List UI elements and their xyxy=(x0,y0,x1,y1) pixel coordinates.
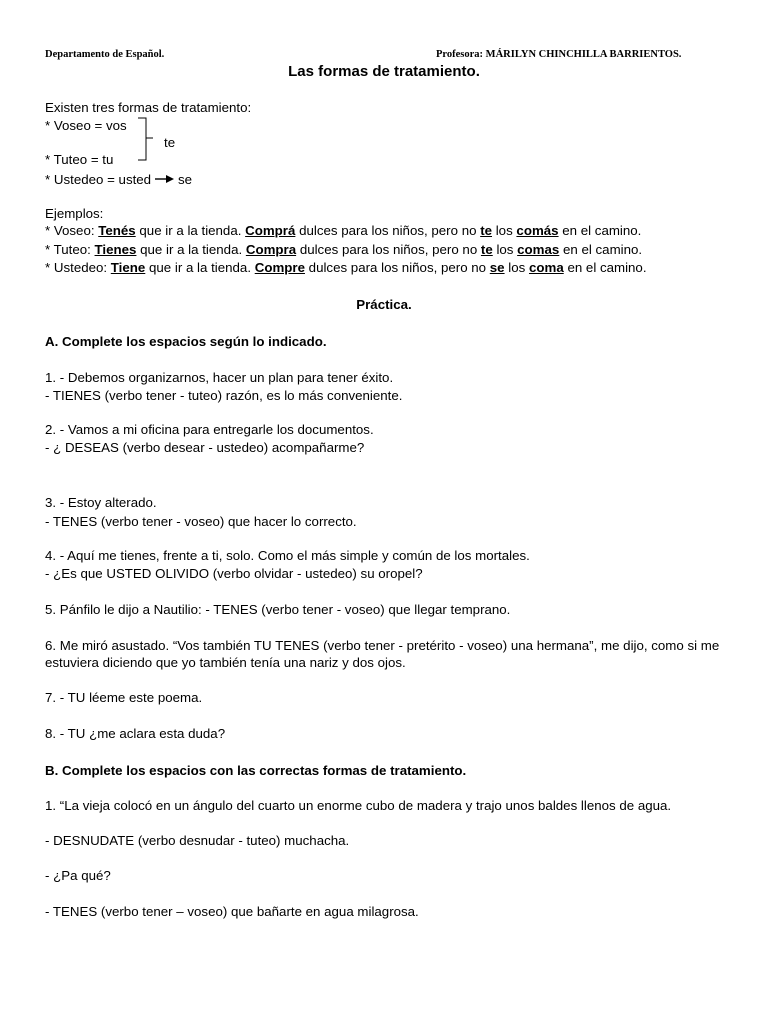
example-word: te xyxy=(480,223,493,238)
section-a-line: - TENES (verbo tener - voseo) que hacer lo correcto. xyxy=(45,514,357,529)
section-b-line: - DESNUDATE (verbo desnudar - tuteo) muchacha. xyxy=(45,833,350,848)
section-b-line: 1. “La vieja colocó en un ángulo del cuarto un enorme cubo de madera y trajo unos baldes llenos de agua. xyxy=(45,798,672,813)
section-a-heading: A. Complete los espacios según lo indicado. xyxy=(45,334,327,349)
example-row-voseo xyxy=(45,223,641,239)
example-label: * Voseo: xyxy=(45,223,95,238)
section-a-line: 2. - Vamos a mi oficina para entregarle los documentos. xyxy=(45,422,374,437)
section-a-line: - ¿ DESEAS (verbo desear - ustedeo) acompañarme? xyxy=(45,440,365,455)
arrow-right-icon xyxy=(154,173,176,185)
section-a-line: - TIENES (verbo tener - tuteo) razón, es lo más conveniente. xyxy=(45,388,403,403)
intro-se: se xyxy=(178,172,193,187)
examples-heading: Ejemplos: xyxy=(45,206,104,221)
example-text: que ir a la tienda. xyxy=(140,242,243,257)
example-label: * Ustedeo: xyxy=(45,260,108,275)
intro-te: te xyxy=(164,135,176,150)
section-b-line: - ¿Pa qué? xyxy=(45,868,111,883)
example-text: en el camino. xyxy=(567,260,647,275)
example-text: en el camino. xyxy=(562,223,642,238)
example-word: comás xyxy=(516,223,559,238)
example-label: * Tuteo: xyxy=(45,242,91,257)
section-a-line: - ¿Es que USTED OLIVIDO (verbo olvidar - ustedeo) su oropel? xyxy=(45,566,423,581)
section-a-line: 8. - TU ¿me aclara esta duda? xyxy=(45,726,226,741)
section-a-line: estuviera diciendo que yo también tenía una nariz y dos ojos. xyxy=(45,655,406,670)
example-word: Tienes xyxy=(94,242,137,257)
example-text: los xyxy=(495,223,513,238)
example-text: que ir a la tienda. xyxy=(149,260,252,275)
example-text: dulces para los niños, pero no xyxy=(299,242,478,257)
practice-title: Práctica. xyxy=(356,297,412,312)
example-word: Compra xyxy=(245,242,297,257)
example-row-ustedeo xyxy=(45,260,647,276)
example-word: Tenés xyxy=(98,223,136,238)
section-a-line: 3. - Estoy alterado. xyxy=(45,495,157,510)
section-b-line: - TENES (verbo tener – voseo) que bañarte en agua milagrosa. xyxy=(45,904,419,919)
page-title: Las formas de tratamiento. xyxy=(288,63,480,80)
brace-icon xyxy=(136,117,156,163)
section-a-line: 1. - Debemos organizarnos, hacer un plan para tener éxito. xyxy=(45,370,394,385)
example-row-tuteo xyxy=(45,242,642,258)
department-header: Departamento de Español. xyxy=(45,49,165,60)
example-text: que ir a la tienda. xyxy=(139,223,242,238)
intro-lead: Existen tres formas de tratamiento: xyxy=(45,100,252,115)
example-word: te xyxy=(480,242,493,257)
section-a-line: 4. - Aquí me tienes, frente a ti, solo. Como el más simple y común de los mortales. xyxy=(45,548,530,563)
intro-voseo: * Voseo = vos xyxy=(45,118,127,133)
example-word: coma xyxy=(528,260,564,275)
section-a-line: 7. - TU léeme este poema. xyxy=(45,690,203,705)
example-word: comas xyxy=(517,242,560,257)
example-text: dulces para los niños, pero no xyxy=(308,260,487,275)
intro-tuteo: * Tuteo = tu xyxy=(45,152,114,167)
example-text: dulces para los niños, pero no xyxy=(299,223,477,238)
example-text: los xyxy=(496,242,514,257)
section-a-line: 5. Pánfilo le dijo a Nautilio: - TENES (verbo tener - voseo) que llegar temprano. xyxy=(45,602,511,617)
example-text: en el camino. xyxy=(563,242,643,257)
section-b-heading: B. Complete los espacios con las correctas formas de tratamiento. xyxy=(45,763,467,778)
example-word: Tiene xyxy=(110,260,146,275)
example-word: se xyxy=(489,260,505,275)
example-word: Compre xyxy=(254,260,305,275)
example-word: Comprá xyxy=(245,223,296,238)
section-a-line: 6. Me miró asustado. “Vos también TU TENES (verbo tener - pretérito - voseo) una hermana”, me dijo, como si me xyxy=(45,638,720,653)
example-text: los xyxy=(508,260,526,275)
intro-ustedeo: * Ustedeo = usted xyxy=(45,172,152,187)
teacher-header: Profesora: MÁRILYN CHINCHILLA BARRIENTOS. xyxy=(436,49,682,60)
